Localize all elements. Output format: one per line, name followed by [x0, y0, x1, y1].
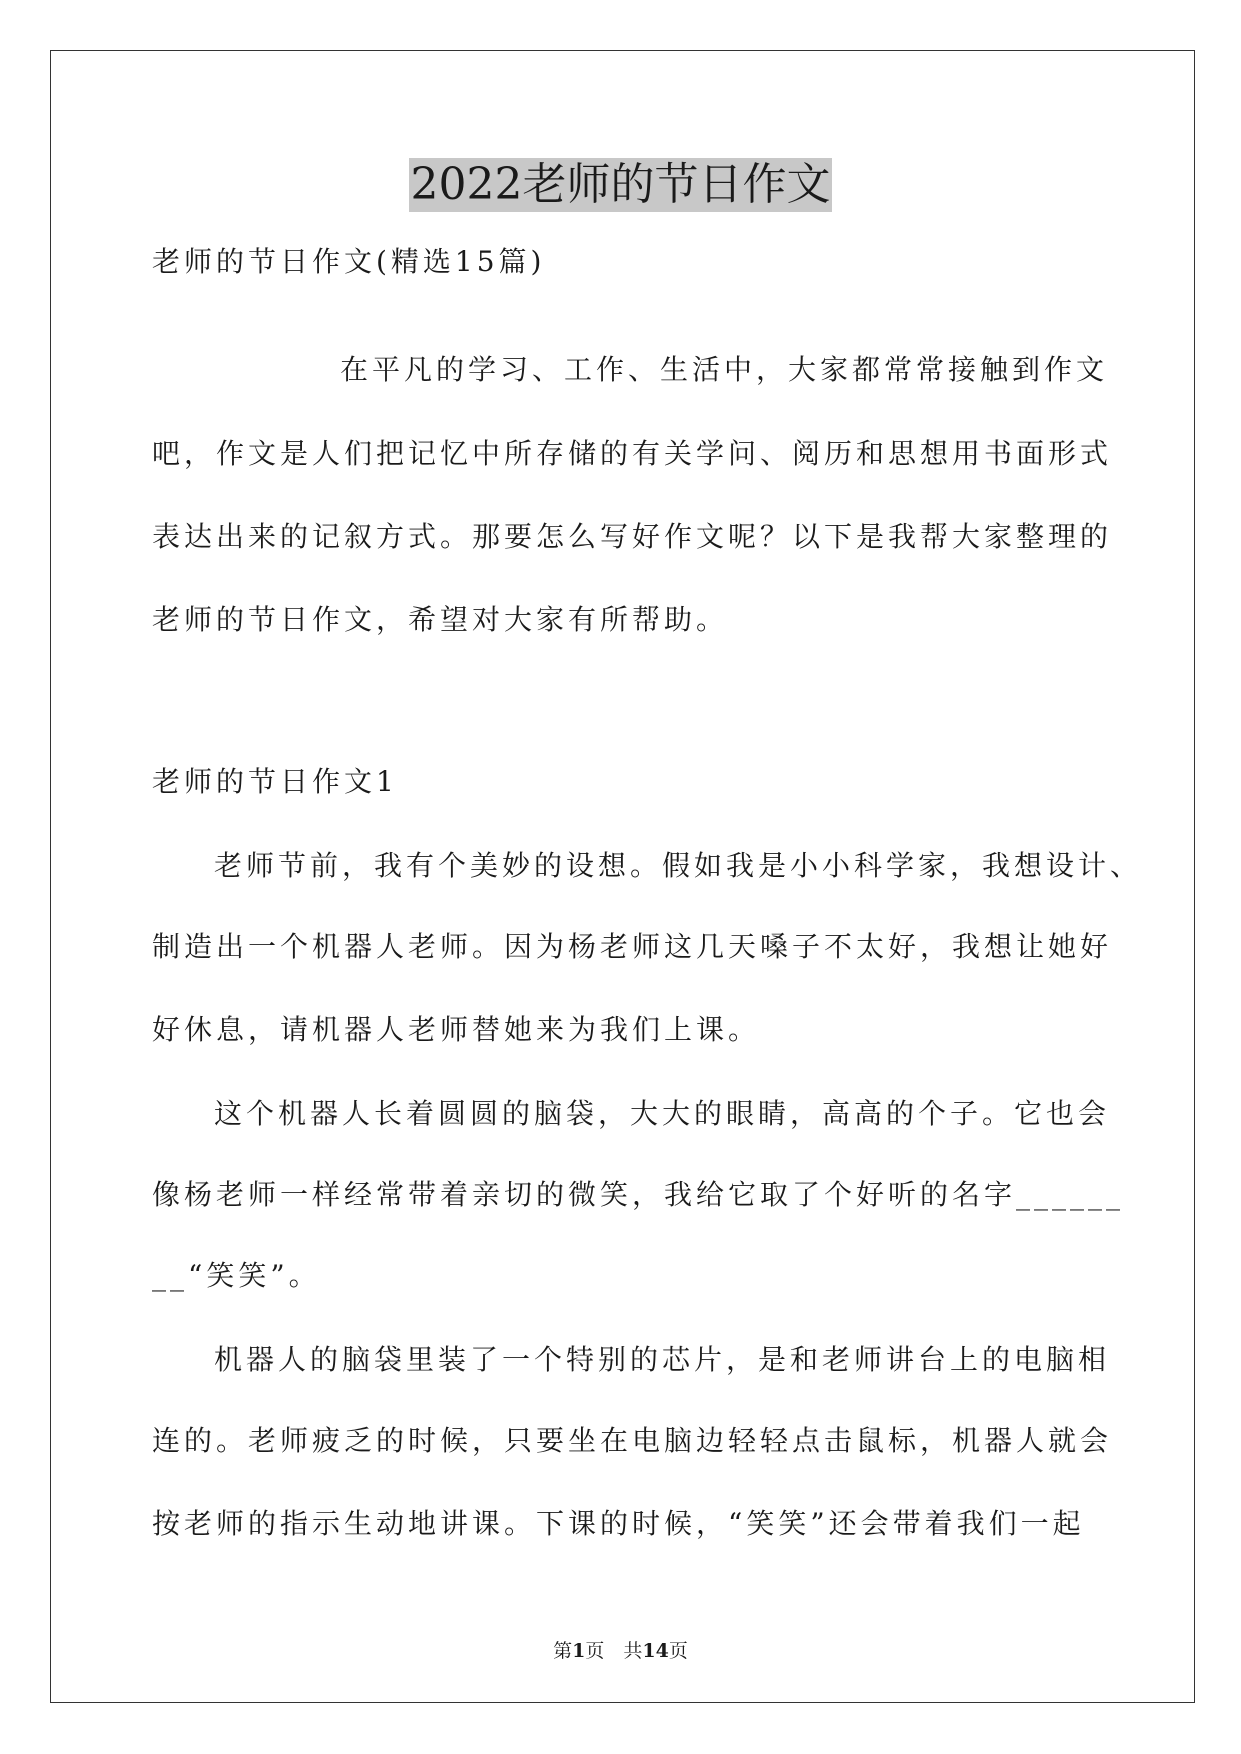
- title-block: [0, 158, 1241, 212]
- footer-prefix: 第: [553, 1640, 573, 1662]
- footer-mid: 页 共: [585, 1640, 643, 1662]
- document-title: 2022老师的节日作文: [410, 159, 831, 210]
- footer-suffix: 页: [668, 1640, 688, 1662]
- body-line-5: 像杨老师一样经常带着亲切的微笑，我给它取了个好听的名字______: [152, 1178, 1125, 1211]
- intro-line-2: 吧，作文是人们把记忆中所存储的有关学问、阅历和思想用书面形式: [152, 437, 1113, 470]
- body-line-2: 制造出一个机器人老师。因为杨老师这几天嗓子不太好，我想让她好: [152, 930, 1113, 963]
- intro-line-4: 老师的节日作文，希望对大家有所帮助。: [152, 603, 729, 636]
- body-line-1: 老师节前，我有个美妙的设想。假如我是小小科学家，我想设计、: [214, 849, 1143, 882]
- body-line-7: 机器人的脑袋里装了一个特别的芯片，是和老师讲台上的电脑相: [214, 1343, 1111, 1376]
- body-line-9: 按老师的指示生动地讲课。下课的时候，“笑笑”还会带着我们一起: [152, 1507, 1085, 1540]
- intro-line-1: 在平凡的学习、工作、生活中，大家都常常接触到作文: [340, 353, 1109, 386]
- footer-page-number: 1: [572, 1640, 586, 1662]
- section-heading: 老师的节日作文1: [152, 765, 398, 798]
- subtitle: 老师的节日作文(精选15篇): [152, 245, 546, 278]
- footer-total-pages: 14: [642, 1640, 669, 1662]
- body-line-3: 好休息，请机器人老师替她来为我们上课。: [152, 1013, 761, 1046]
- body-line-8: 连的。老师疲乏的时候，只要坐在电脑边轻轻点击鼠标，机器人就会: [152, 1424, 1113, 1457]
- page-footer: [0, 1636, 1241, 1663]
- body-line-6: __“笑笑”。: [152, 1259, 321, 1292]
- body-line-4: 这个机器人长着圆圆的脑袋，大大的眼睛，高高的个子。它也会: [214, 1097, 1111, 1130]
- intro-line-3: 表达出来的记叙方式。那要怎么写好作文呢？以下是我帮大家整理的: [152, 520, 1113, 553]
